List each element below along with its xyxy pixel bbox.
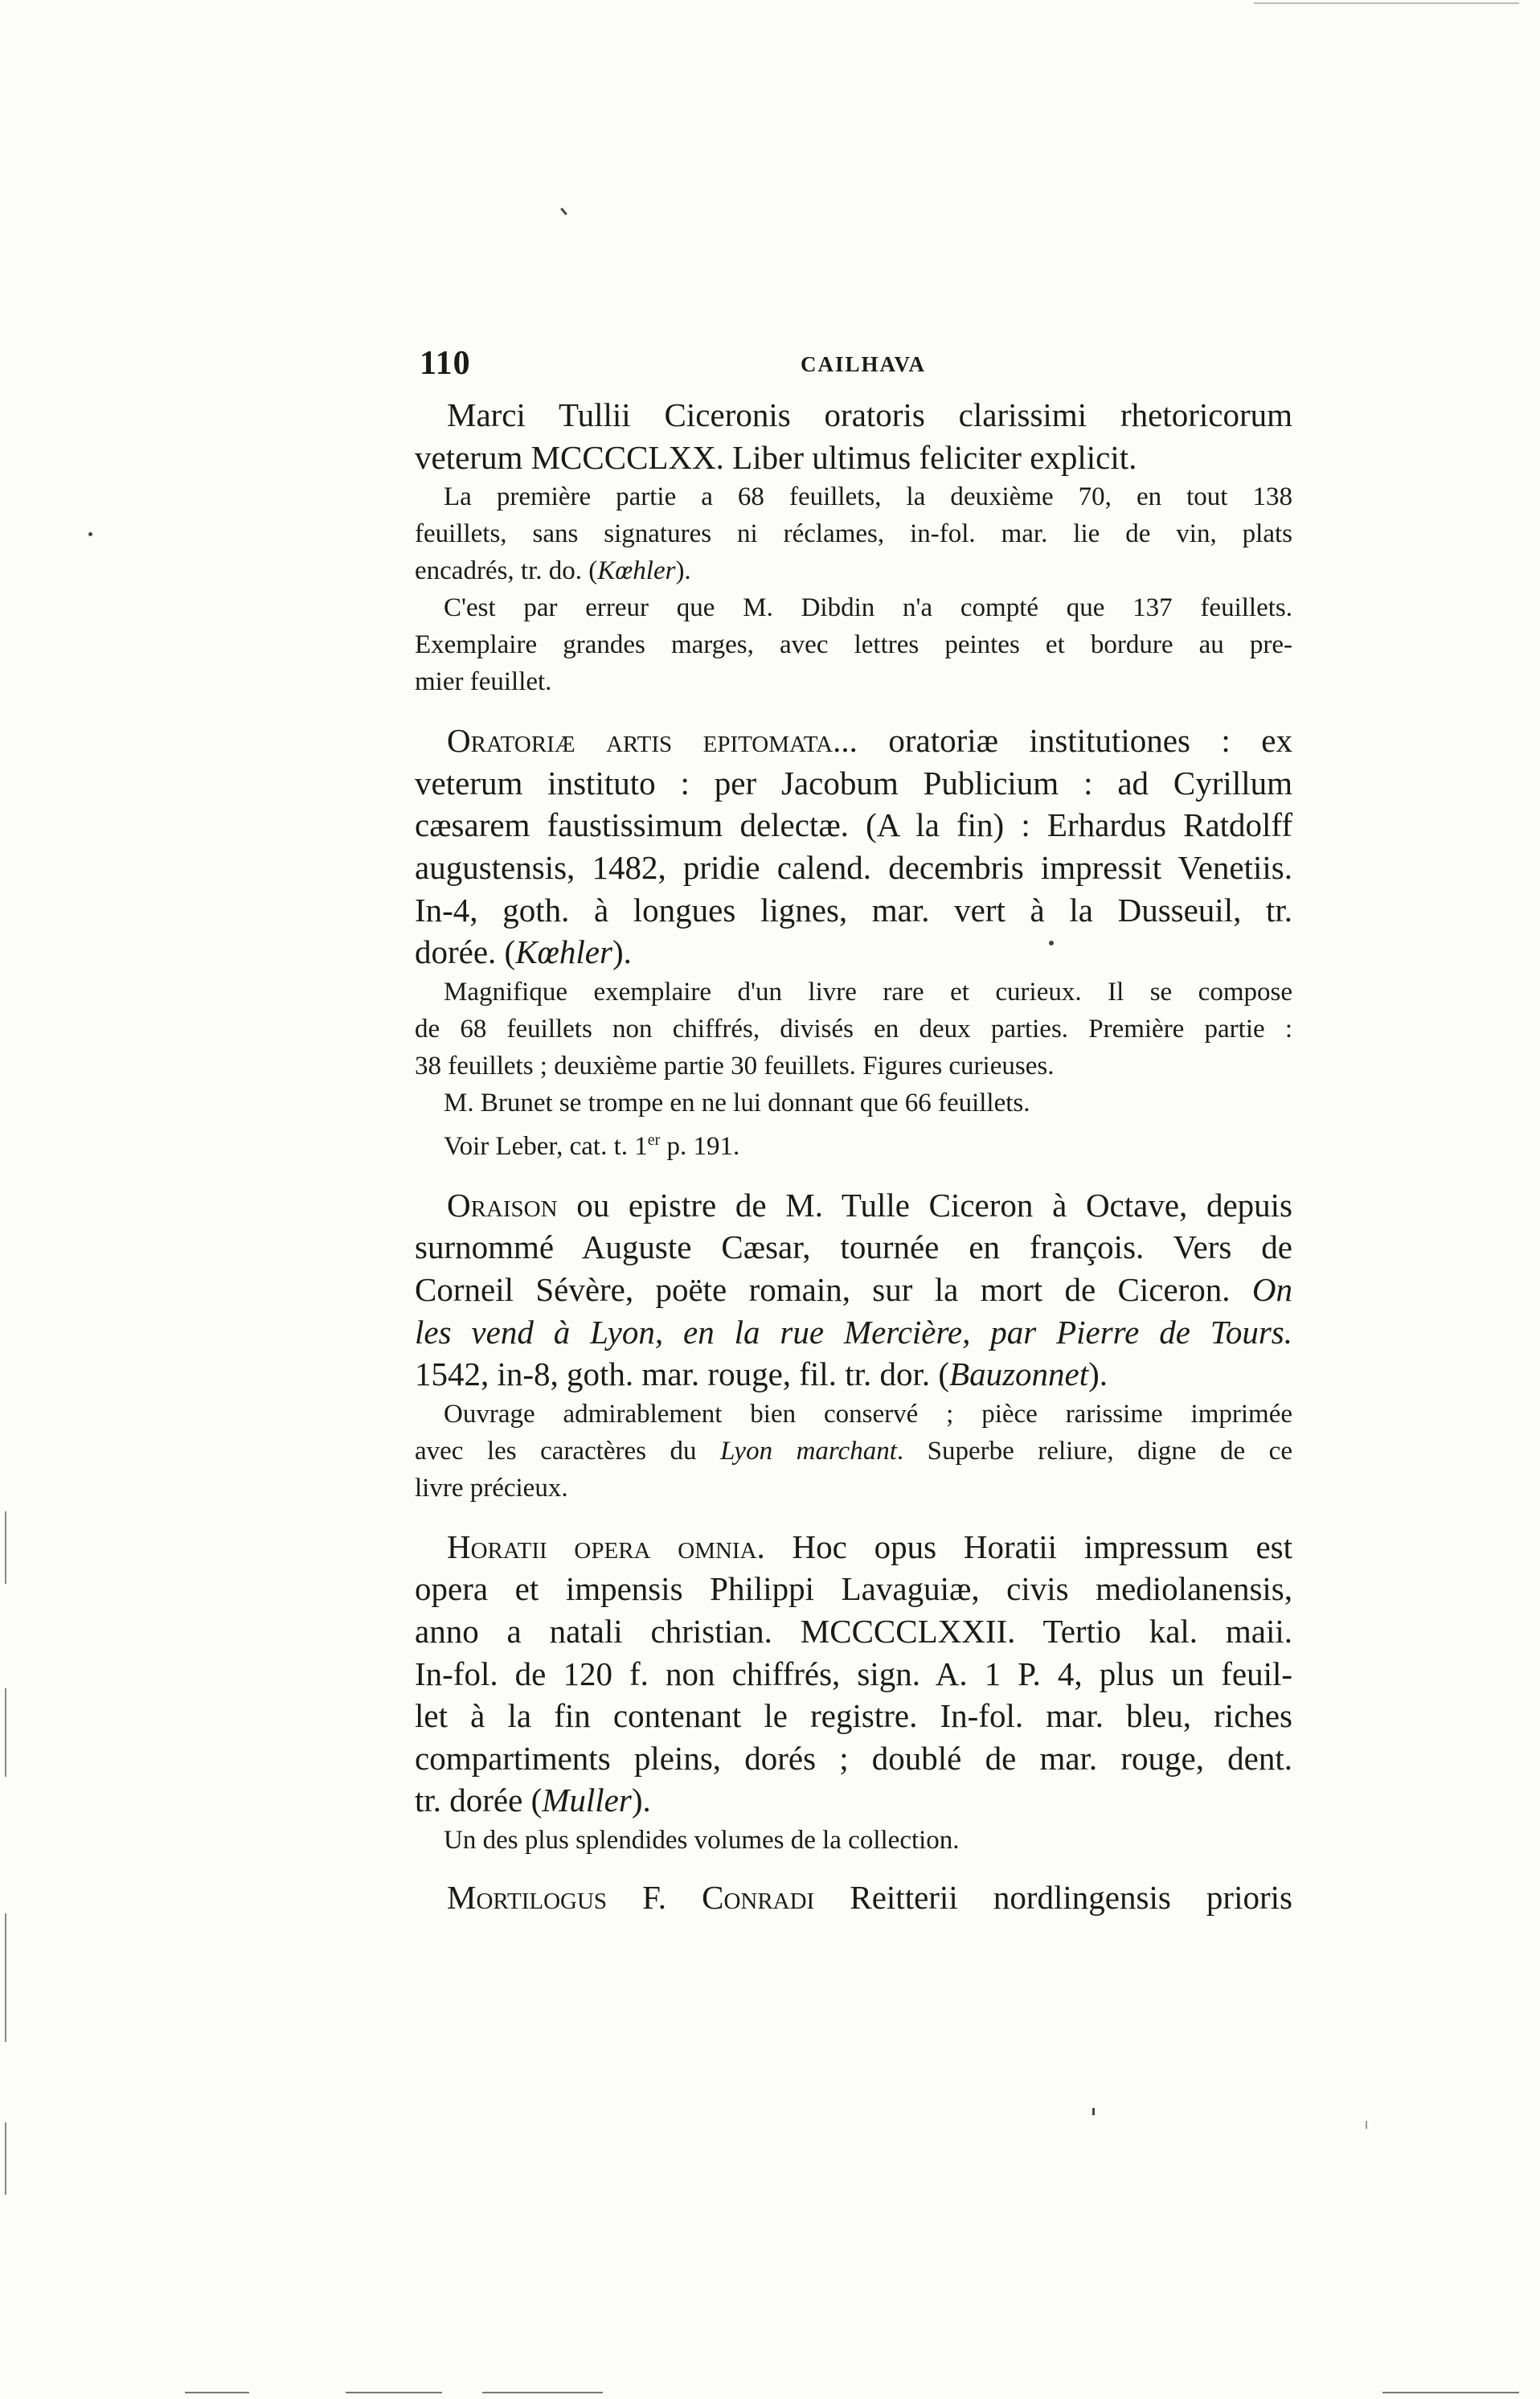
entry-heading: Horatii opera omnia <box>447 1528 757 1565</box>
text-line: dorée. (Kœhler). <box>415 933 632 971</box>
text-line: Un des plus splendides volumes de la collection. <box>444 1825 960 1855</box>
text-line: de 68 feuillets non chiffrés, divisés en deux parties. Première partie : <box>415 1014 1292 1044</box>
binder-name: Muller <box>542 1782 632 1819</box>
entry-oratoriae-artis <box>415 720 1292 974</box>
text-line: Exemplaire grandes marges, avec lettres peintes et bordure au pre- <box>415 630 1292 660</box>
scan-edge-mark <box>5 2122 6 2195</box>
scan-speck <box>1092 2108 1095 2115</box>
text-line: tr. dorée (Muller). <box>415 1782 651 1819</box>
text-line: In-fol. de 120 f. non chiffrés, sign. A. 1 P. 4, plus un feuil- <box>415 1655 1292 1692</box>
text-line: cæsarem faustissimum delectæ. (A la fin) : Erhardus Ratdolff <box>415 806 1292 844</box>
scan-edge-mark <box>5 1688 6 1777</box>
binder-name: Kœhler <box>597 556 676 586</box>
note-rhetorica-description <box>415 478 1292 589</box>
note-oraison <box>415 1396 1292 1507</box>
text-line: Oraison ou epistre de M. Tulle Ciceron à Octave, depuis <box>447 1186 1292 1224</box>
text-line: mier feuillet. <box>415 667 552 697</box>
scan-edge-rule <box>1382 2392 1519 2393</box>
note-oratoriae-artis <box>415 974 1292 1165</box>
text-line: Voir Leber, cat. t. 1er p. 191. <box>444 1130 740 1161</box>
text-line: avec les caractères du Lyon marchant. Superbe reliure, digne de ce <box>415 1436 1292 1466</box>
text-line: Mortilogus F. Conradi Reitterii nordlingensis prioris <box>447 1878 1292 1916</box>
text-line: M. Brunet se trompe en ne lui donnant que 66 feuillets. <box>444 1088 1030 1117</box>
scan-edge-mark <box>5 1913 6 2042</box>
text-line: livre précieux. <box>415 1473 568 1503</box>
running-head: CAILHAVA <box>801 352 927 376</box>
scan-speck <box>1049 941 1054 945</box>
binder-name: Bauzonnet <box>949 1355 1089 1393</box>
scan-edge-rule <box>1254 2 1519 4</box>
scan-edge-rule <box>185 2392 249 2393</box>
text-line: encadrés, tr. do. (Kœhler). <box>415 556 691 586</box>
text-line: Corneil Sévère, poëte romain, sur la mort de Ciceron. On <box>415 1270 1292 1308</box>
scan-speck <box>1366 2121 1367 2129</box>
note-rhetorica-remarks <box>415 589 1292 700</box>
scan-speck <box>88 532 92 536</box>
entry-rhetorica <box>415 394 1292 478</box>
text-line: veterum instituto : per Jacobum Publicium : ad Cyrillum <box>415 764 1292 802</box>
entry-heading: Mortilogus F. Conradi <box>447 1878 815 1916</box>
text-line: feuillets, sans signatures ni réclames, in-fol. mar. lie de vin, plats <box>415 519 1292 549</box>
body-text <box>415 394 1292 1918</box>
page-header <box>420 344 1288 384</box>
entry-oraison <box>415 1184 1292 1396</box>
binder-name: Kœhler <box>515 933 612 971</box>
text-line: 1542, in-8, goth. mar. rouge, fil. tr. dor. (Bauzonnet). <box>415 1355 1108 1393</box>
entry-heading: Oratoriæ artis epitomata <box>447 722 833 760</box>
text-line: Magnifique exemplaire d'un livre rare et curieux. Il se compose <box>444 977 1292 1007</box>
scan-edge-rule <box>482 2392 603 2393</box>
text-line: Oratoriæ artis epitomata... oratoriæ institutiones : ex <box>447 722 1292 760</box>
text-line: 38 feuillets ; deuxième partie 30 feuillets. Figures curieuses. <box>415 1051 1055 1081</box>
text-line: augustensis, 1482, pridie calend. decembris impressit Venetiis. <box>415 848 1292 886</box>
text-line: In-4, goth. à longues lignes, mar. vert à la Dusseuil, tr. <box>415 891 1292 929</box>
text-line: les vend à Lyon, en la rue Mercière, par Pierre de Tours. <box>415 1313 1292 1351</box>
text-line: anno a natali christian. MCCCCLXXII. Tertio kal. maii. <box>415 1612 1292 1650</box>
scan-edge-mark <box>5 1511 6 1584</box>
text-line: opera et impensis Philippi Lavaguiæ, civis mediolanensis, <box>415 1570 1292 1608</box>
entry-horatii <box>415 1526 1292 1822</box>
text-line: surnommé Auguste Cæsar, tournée en françois. Vers de <box>415 1228 1292 1266</box>
text-line: compartiments pleins, dorés ; doublé de mar. rouge, dent. <box>415 1739 1292 1777</box>
entry-mortilogus <box>415 1876 1292 1919</box>
text-line: La première partie a 68 feuillets, la deuxième 70, en tout 138 <box>444 482 1292 512</box>
entry-heading: Oraison <box>447 1186 558 1224</box>
text-line: let à la fin contenant le registre. In-fol. mar. bleu, riches <box>415 1697 1292 1735</box>
scan-speck <box>560 207 567 215</box>
page-number: 110 <box>420 345 471 382</box>
note-horatii <box>415 1822 1292 1859</box>
text-line: Ouvrage admirablement bien conservé ; pièce rarissime imprimée <box>444 1399 1292 1429</box>
text-line: Marci Tullii Ciceronis oratoris clarissimi rhetoricorum <box>447 396 1292 433</box>
text-line: Horatii opera omnia. Hoc opus Horatii impressum est <box>447 1528 1292 1565</box>
scan-edge-rule <box>346 2392 442 2393</box>
text-line: C'est par erreur que M. Dibdin n'a compté que 137 feuillets. <box>444 593 1292 623</box>
text-line: veterum MCCCCLXX. Liber ultimus feliciter explicit. <box>415 438 1137 476</box>
